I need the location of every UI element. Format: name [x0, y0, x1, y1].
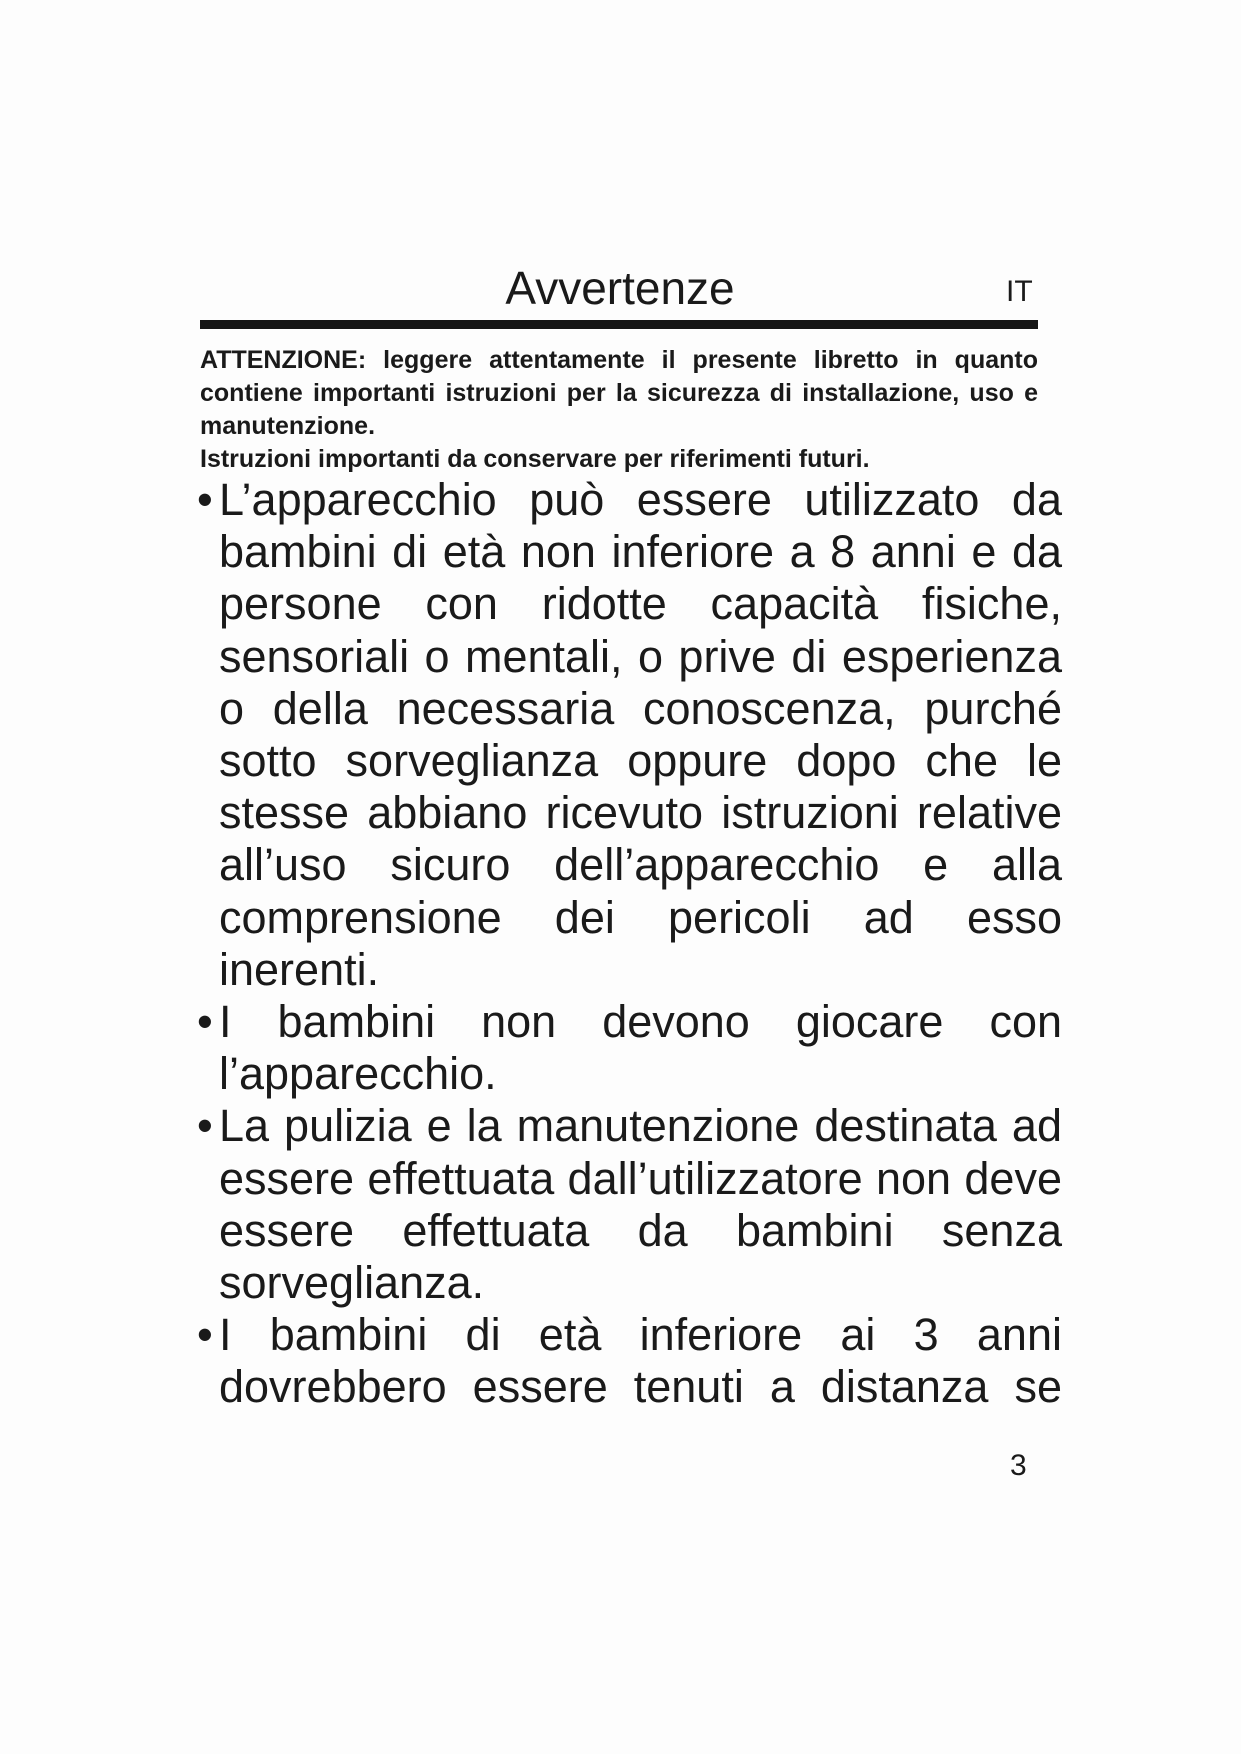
- page-number: 3: [1010, 1449, 1027, 1482]
- list-item-text: I bambini non devono giocare con: [219, 996, 1062, 1048]
- bullet-icon: •: [197, 996, 213, 1048]
- bullet-icon: •: [197, 474, 213, 525]
- list-item-text: L’apparecchio può essere utilizzato da bambini di età non inferiore a 8 anni e da persone con ridotte capacità fisiche, sensoriali o mentali, o prive di esperienza o della necessaria conoscenza, purché sotto sorveglianza oppure dopo che le stesse abbiano ricevuto istruzioni relative all’uso sicuro dell’apparecchio e alla comprensione dei pericoli ad esso: [219, 474, 1062, 943]
- bullet-icon: •: [197, 1309, 213, 1361]
- bullet-icon: •: [197, 1100, 213, 1152]
- list-item-tail: inerenti.: [219, 943, 380, 995]
- list-item: [197, 996, 1062, 1100]
- list-item-text: La pulizia e la manutenzione destinata ad essere effettuata dall’utilizzatore non deve essere effettuata da bambini senza: [219, 1100, 1062, 1256]
- header-divider: [200, 320, 1038, 329]
- warning-note: Istruzioni importanti da conservare per riferimenti futuri.: [200, 445, 870, 473]
- list-item-text: I bambini di età inferiore ai 3 anni dovrebbero essere tenuti a distanza se: [219, 1309, 1062, 1413]
- list-item: [197, 474, 1062, 996]
- list-item-tail: sorveglianza.: [219, 1257, 485, 1309]
- list-item: [197, 1309, 1062, 1413]
- list-item-tail: l’apparecchio.: [219, 1048, 497, 1100]
- list-item: [197, 1100, 1062, 1309]
- warning-block: [200, 344, 1038, 476]
- language-code: IT: [1006, 275, 1033, 308]
- safety-list: [197, 474, 1062, 1414]
- page-title: Avvertenze: [505, 262, 735, 314]
- warning-text: ATTENZIONE: leggere attentamente il presente libretto in quanto contiene importanti istruzioni per la sicurezza di installazione, uso e manutenzione.: [200, 346, 1038, 440]
